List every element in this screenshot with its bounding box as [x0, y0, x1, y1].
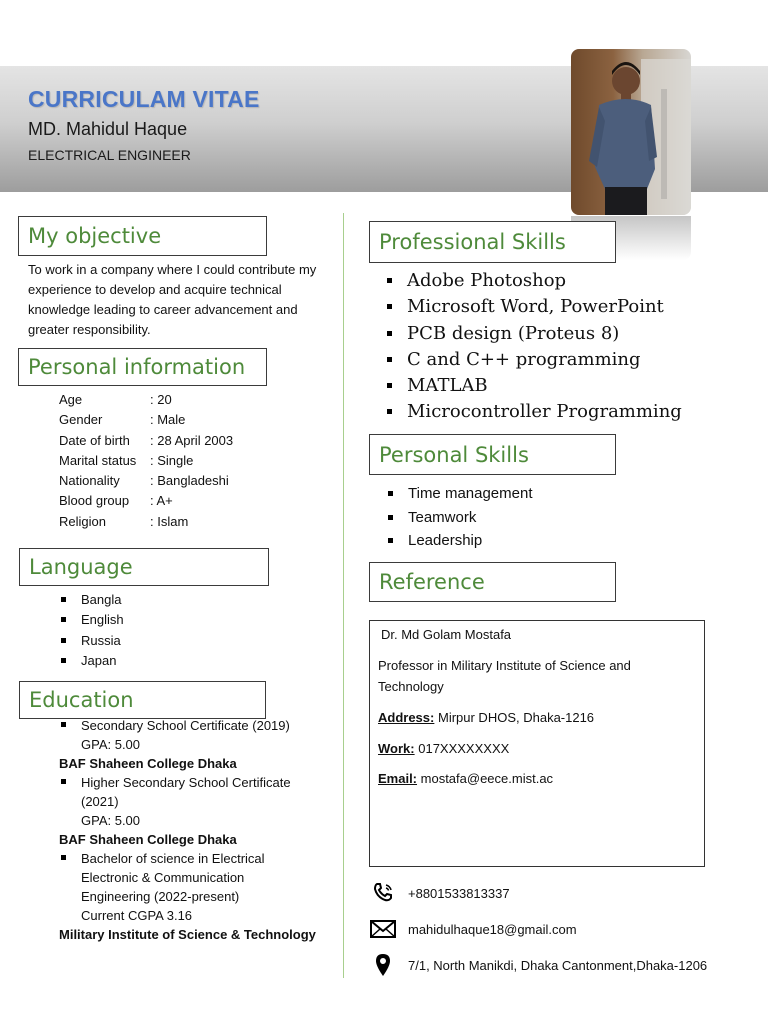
degree-line: Higher Secondary School Certificate	[81, 775, 291, 790]
degree-line: Engineering (2022-present)	[81, 889, 240, 904]
degree-line: Electronic & Communication	[81, 870, 245, 885]
personal-info-heading: Personal information	[18, 348, 267, 386]
info-label: Date of birth	[59, 432, 130, 448]
professional-skills-list	[385, 268, 682, 426]
list-item: Adobe Photoshop	[385, 268, 682, 294]
personal-info-row	[59, 493, 319, 513]
list-item: English	[59, 610, 124, 630]
list-item: Bangla	[59, 590, 124, 610]
school-name: Military Institute of Science & Technology	[59, 927, 316, 942]
info-value: : Single	[150, 452, 194, 468]
school-name: BAF Shaheen College Dhaka	[59, 756, 237, 771]
list-item: MATLAB	[385, 373, 682, 399]
professional-skills-heading: Professional Skills	[369, 221, 616, 263]
reference-heading: Reference	[369, 562, 616, 602]
reference-address	[378, 707, 594, 728]
info-label: Age	[59, 392, 83, 407]
candidate-name: MD. Mahidul Haque	[28, 119, 188, 139]
objective-text: To work in a company where I could contribute my experience to develop and acquire technical knowledge leading to career advancement and greater responsibility.	[28, 262, 317, 337]
degree-line: Bachelor of science in Electrical	[81, 851, 265, 866]
contact-phone	[370, 881, 510, 905]
map-pin-icon	[370, 953, 396, 977]
job-title: ELECTRICAL ENGINEER	[28, 147, 191, 163]
contact-address	[370, 953, 707, 977]
email-address: mahidulhaque18@gmail.com	[408, 921, 577, 937]
list-item: C and C++ programming	[385, 347, 682, 373]
list-item: Russia	[59, 631, 124, 651]
education-list	[59, 716, 349, 944]
personal-info-table	[59, 392, 319, 534]
personal-info-row	[59, 473, 319, 493]
personal-skills-heading: Personal Skills	[369, 434, 616, 475]
personal-info-row	[59, 433, 319, 453]
list-item: Leadership	[386, 529, 533, 553]
info-value: : Islam	[150, 513, 189, 529]
language-list	[59, 590, 124, 671]
gpa-line: GPA: 5.00	[81, 737, 141, 752]
work-value: 017XXXXXXXX	[418, 741, 510, 756]
reference-name: Dr. Md Golam Mostafa	[381, 627, 512, 642]
reference-work	[378, 738, 509, 759]
list-item	[59, 849, 349, 925]
school-name: BAF Shaheen College Dhaka	[59, 832, 237, 847]
info-value: : Bangladeshi	[150, 473, 229, 489]
education-entry	[59, 849, 349, 925]
education-entry	[59, 773, 349, 830]
personal-info-row	[59, 514, 319, 534]
info-label: Religion	[59, 513, 106, 529]
personal-info-row	[59, 392, 319, 412]
education-entry	[59, 716, 349, 754]
personal-info-row	[59, 453, 319, 473]
list-item	[59, 773, 349, 830]
info-label: Blood group	[59, 493, 130, 509]
list-item: Japan	[59, 651, 124, 671]
email-value: mostafa@eece.mist.ac	[420, 771, 554, 786]
reference-email	[378, 768, 553, 789]
info-label: Gender	[59, 412, 103, 428]
cv-title: CURRICULAM VITAE	[28, 86, 260, 112]
gpa-line: Current CGPA 3.16	[81, 908, 193, 923]
objective-heading: My objective	[18, 216, 267, 256]
degree-line: Secondary School Certificate (2019)	[81, 718, 290, 733]
phone-number: +8801533813337	[408, 885, 510, 901]
address-value: Mirpur DHOS, Dhaka-1216	[437, 710, 595, 725]
person-illustration	[571, 49, 691, 215]
list-item	[59, 716, 349, 754]
info-label: Nationality	[59, 473, 120, 489]
personal-info-row	[59, 412, 319, 432]
degree-line: (2021)	[81, 794, 119, 809]
phone-icon	[370, 881, 396, 905]
list-item: Time management	[386, 482, 533, 506]
email-label: Email:	[378, 771, 418, 786]
list-item: Teamwork	[386, 506, 533, 530]
list-item: Microcontroller Programming	[385, 399, 682, 425]
reference-box	[369, 620, 705, 867]
postal-address: 7/1, North Manikdi, Dhaka Cantonment,Dhaka-1206	[408, 957, 708, 973]
contact-email	[370, 917, 577, 941]
info-value: : 28 April 2003	[150, 432, 234, 448]
info-value: : Male	[150, 412, 186, 428]
work-label: Work:	[378, 741, 415, 756]
reference-position: Professor in Military Institute of Science and Technology	[378, 658, 631, 694]
info-label: Marital status	[59, 452, 137, 468]
info-value: : A+	[150, 493, 173, 509]
list-item: PCB design (Proteus 8)	[385, 321, 682, 347]
info-value: : 20	[150, 392, 172, 407]
gpa-line: GPA: 5.00	[81, 813, 141, 828]
education-heading: Education	[19, 681, 266, 719]
list-item: Microsoft Word, PowerPoint	[385, 294, 682, 320]
address-label: Address:	[378, 710, 435, 725]
language-heading: Language	[19, 548, 269, 586]
personal-skills-list	[386, 482, 533, 553]
profile-photo	[571, 49, 691, 215]
envelope-icon	[370, 917, 396, 941]
